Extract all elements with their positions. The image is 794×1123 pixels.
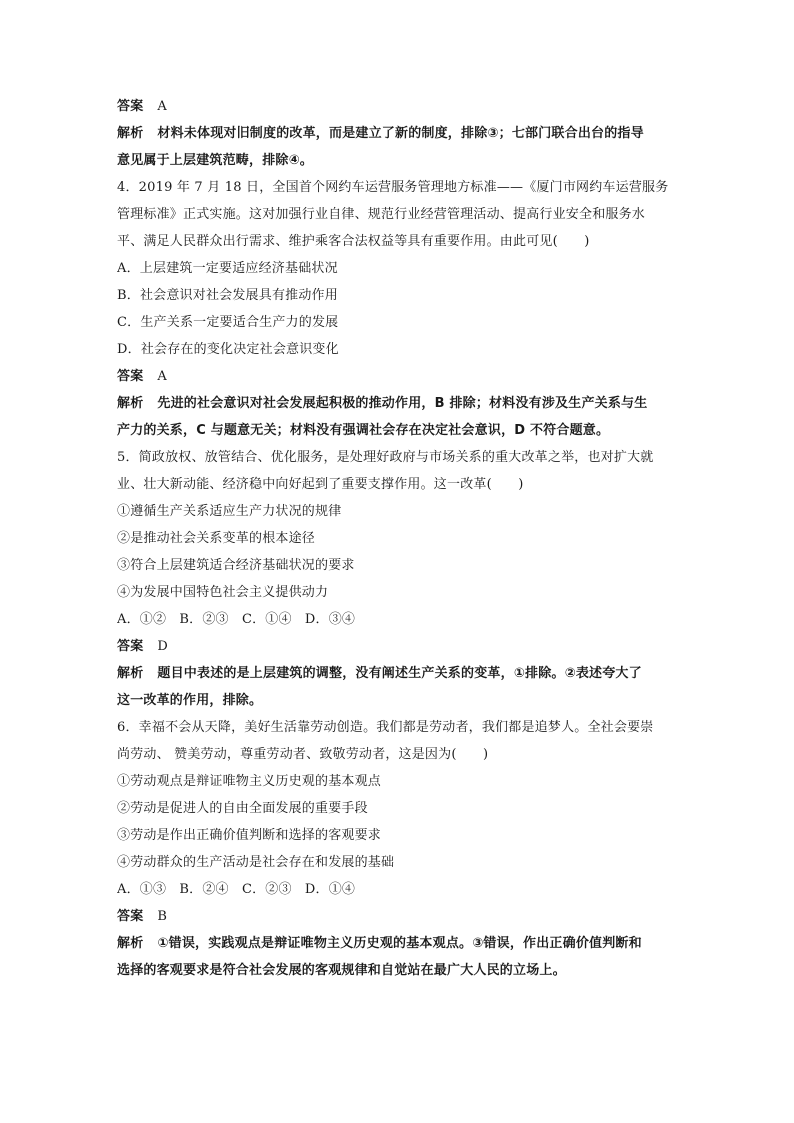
option-line: ④劳动群众的生产活动是社会存在和发展的基础 — [117, 855, 395, 870]
question-block — [117, 174, 680, 255]
document-page — [117, 93, 680, 984]
analysis-text: 题目中表述的是上层建筑的调整，没有阐述生产关系的变革，①排除。②表述夸大了 — [157, 666, 642, 681]
answer-block — [117, 363, 680, 390]
answer-value: A — [157, 99, 167, 114]
answer-label: 答案 — [117, 639, 144, 654]
analysis-label: 解析 — [117, 396, 144, 411]
question-line: 4．2019 年 7 月 18 日，全国首个网约车运营服务管理地方标准——《厦门市网约车运营服务 — [117, 180, 669, 195]
options-block — [117, 498, 680, 633]
answer-value: B — [157, 909, 168, 924]
option-line: D．社会存在的变化决定社会意识变化 — [117, 342, 339, 357]
option-line: ①劳动观点是辩证唯物主义历史观的基本观点 — [117, 774, 382, 789]
analysis-block — [117, 120, 680, 174]
analysis-text: 材料未体现对旧制度的改革，而是建立了新的制度，排除③；七部门联合出台的指导 — [157, 126, 644, 141]
question-line: 管理标准》正式实施。这对加强行业自律、规范行业经营管理活动、提高行业安全和服务水 — [117, 207, 646, 222]
analysis-line — [117, 957, 680, 984]
question-line: 业、壮大新动能、经济稳中向好起到了重要支撑作用。这一改革( ) — [117, 477, 524, 492]
analysis-line — [117, 120, 680, 147]
option-line: ③劳动是作出正确价值判断和选择的客观要求 — [117, 828, 382, 843]
option-line: C．生产关系一定要适合生产力的发展 — [117, 315, 339, 330]
analysis-line — [117, 390, 680, 417]
analysis-block — [117, 390, 680, 444]
analysis-line — [117, 147, 680, 174]
option-line: ③符合上层建筑适合经济基础状况的要求 — [117, 558, 355, 573]
answer-line — [117, 633, 680, 660]
answer-label: 答案 — [117, 99, 144, 114]
answer-line — [117, 93, 680, 120]
option-line: ②劳动是促进人的自由全面发展的重要手段 — [117, 801, 368, 816]
answer-value: A — [157, 369, 167, 384]
question-line: 尚劳动、 赞美劳动，尊重劳动者、致敬劳动者，这是因为( ) — [117, 747, 489, 762]
question-line: 平、满足人民群众出行需求、维护乘客合法权益等具有重要作用。由此可见( ) — [117, 234, 590, 249]
option-line: ④为发展中国特色社会主义提供动力 — [117, 585, 329, 600]
analysis-text: ①错误，实践观点是辩证唯物主义历史观的基本观点。③错误，作出正确价值判断和 — [157, 936, 642, 951]
answer-line — [117, 903, 680, 930]
answer-block — [117, 633, 680, 660]
answer-block — [117, 93, 680, 120]
analysis-block — [117, 930, 680, 984]
answer-value: D — [157, 639, 169, 654]
analysis-line — [117, 930, 680, 957]
question-line: 6．幸福不会从天降，美好生活靠劳动创造。我们都是劳动者，我们都是追梦人。全社会要崇 — [117, 720, 654, 735]
analysis-text: 产力的关系，C 与题意无关；材料没有强调社会存在决定社会意识，D 不符合题意。 — [117, 423, 610, 438]
analysis-block — [117, 660, 680, 714]
option-line: A．上层建筑一定要适应经济基础状况 — [117, 261, 338, 276]
analysis-text: 先进的社会意识对社会发展起积极的推动作用，B 排除；材料没有涉及生产关系与生 — [157, 396, 648, 411]
options-block — [117, 768, 680, 903]
analysis-label: 解析 — [117, 126, 144, 141]
option-line: A．①③ B．②④ C．②③ D．①④ — [117, 882, 356, 897]
answer-block — [117, 903, 680, 930]
analysis-text: 选择的客观要求是符合社会发展的客观规律和自觉站在最广大人民的立场上。 — [117, 963, 566, 978]
analysis-label: 解析 — [117, 936, 144, 951]
option-line: A．①② B．②③ C．①④ D．③④ — [117, 612, 356, 627]
analysis-line — [117, 417, 680, 444]
option-line: ②是推动社会关系变革的根本途径 — [117, 531, 316, 546]
answer-line — [117, 363, 680, 390]
analysis-text: 这一改革的作用，排除。 — [117, 693, 263, 708]
question-line: 5．简政放权、放管结合、优化服务，是处理好政府与市场关系的重大改革之举，也对扩大就 — [117, 450, 654, 465]
analysis-line — [117, 687, 680, 714]
answer-label: 答案 — [117, 909, 144, 924]
question-block — [117, 714, 680, 768]
options-block — [117, 255, 680, 363]
analysis-label: 解析 — [117, 666, 144, 681]
analysis-text: 意见属于上层建筑范畴，排除④。 — [117, 153, 314, 168]
option-line: B．社会意识对社会发展具有推动作用 — [117, 288, 338, 303]
analysis-line — [117, 660, 680, 687]
question-block — [117, 444, 680, 498]
answer-label: 答案 — [117, 369, 144, 384]
option-line: ①遵循生产关系适应生产力状况的规律 — [117, 504, 342, 519]
